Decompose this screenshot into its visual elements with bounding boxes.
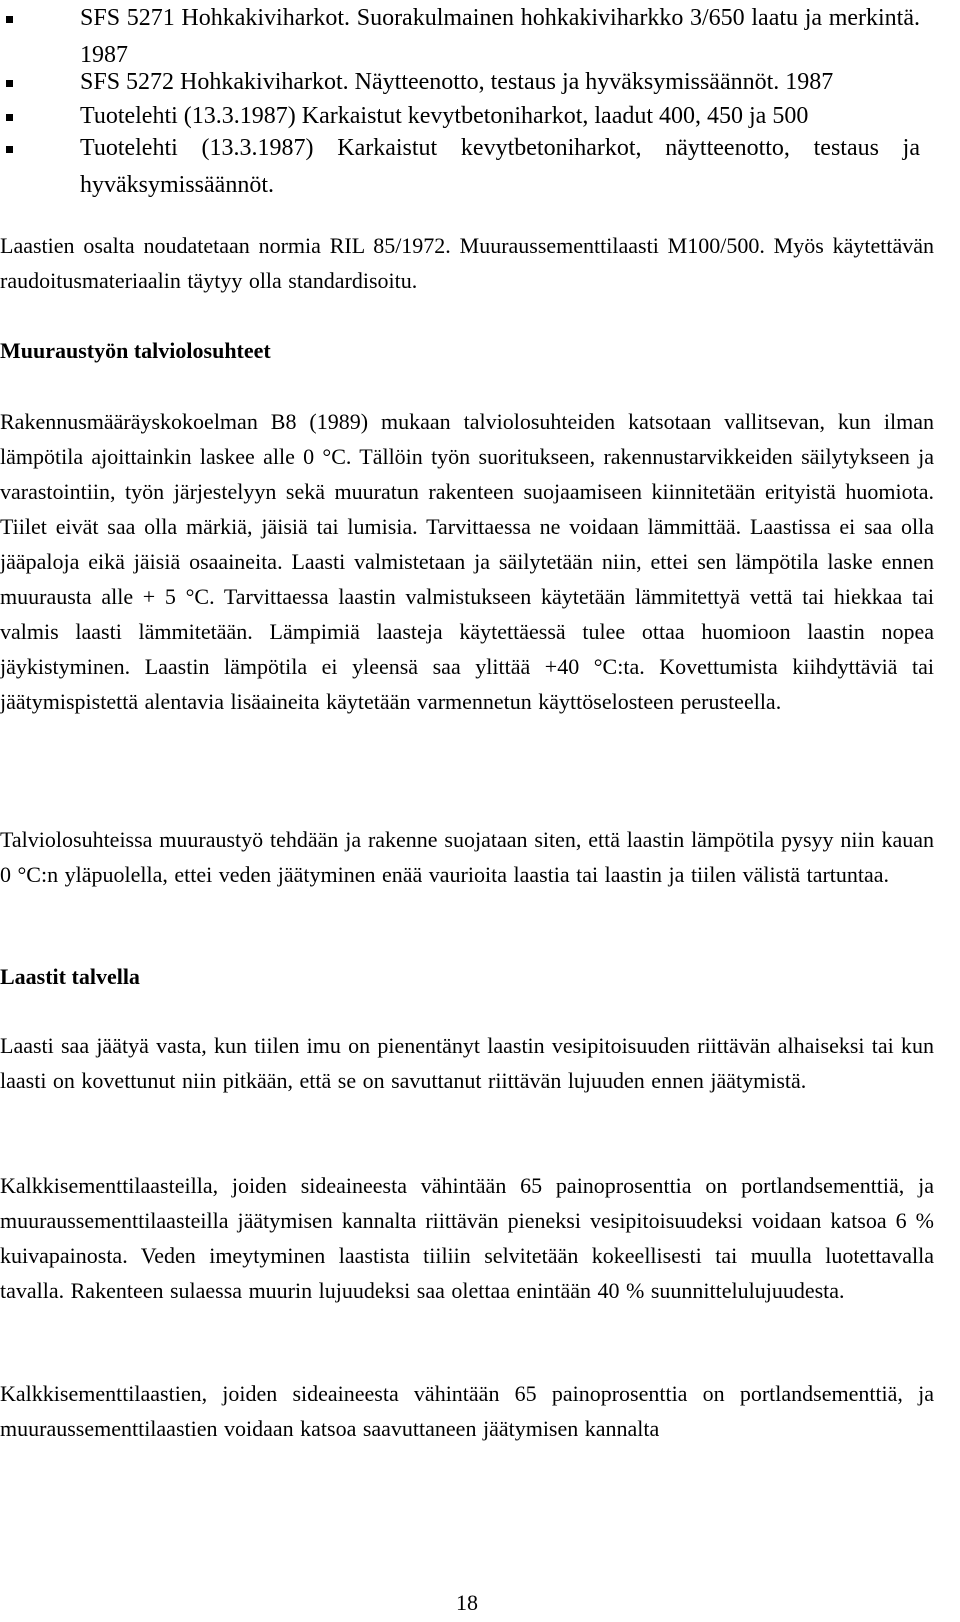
square-bullet-icon	[6, 16, 13, 23]
section-heading: Muuraustyön talviolosuhteet	[0, 338, 271, 363]
winter-conditions-paragraph: Rakennusmääräyskokoelman B8 (1989) mukaan talviolosuhteiden katsotaan vallitsevan, kun ilman lämpötila ajoittainkin laskee alle 0 °C. Tällöin työn suoritukseen, rakennustarvikkeiden säilytykseen ja varastointiin, työn järjestelyyn sekä muuratun rakenteen suojaamiseen kiinnitetään erityistä huomiota. Tiilet eivät saa olla märkiä, jäisiä tai lumisia. Tarvittaessa ne voidaan lämmittää. Laastissa ei saa olla jääpaloja eikä jäisiä osaaineita. Laasti valmistetaan ja säilytetään niin, ettei sen lämpötila laske ennen muurausta alle + 5 °C. Tarvittaessa laastin valmistukseen käytetään lämmitettyä vettä tai hiekkaa tai valmis laasti lämmitetään. Lämpimiä laasteja käytettäessä tulee ottaa huomioon laastin nopea jäykistyminen. Laastin lämpötila ei yleensä saa ylittää +40 °C:ta. Kovettumista kiihdyttäviä tai jäätymispistettä alentavia lisäaineita käytetään varmennetun käyttöselosteen perusteella.	[0, 409, 934, 714]
reference-text: SFS 5272 Hohkakiviharkot. Näytteenotto, testaus ja hyväksymissäännöt. 1987	[80, 69, 834, 95]
mortar-norm-paragraph: Laastien osalta noudatetaan normia RIL 85/1972. Muuraussementtilaasti M100/500. Myös käytettävän raudoitusmateriaalin täytyy olla standardisoitu.	[0, 233, 934, 293]
square-bullet-icon	[6, 80, 13, 87]
lime-cement-paragraph: Kalkkisementtilaasteilla, joiden sideaineesta vähintään 65 painoprosenttia on portlandsementtiä, ja muuraussementtilaasteilla jäätymisen kannalta riittävän pieneksi vesipitoisuudeksi voidaan katsoa 6 % kuivapainosta. Veden imeytyminen laastista tiiliin selvitetään kokeellisesti tai muulla luotettavalla tavalla. Rakenteen sulaessa muurin lujuudeksi saa olettaa enintään 40 % suunnittelulujuudesta.	[0, 1173, 934, 1303]
reference-text: Tuotelehti (13.3.1987) Karkaistut kevytbetoniharkot, laadut 400, 450 ja 500	[80, 103, 809, 129]
mortar-freezing-paragraph: Laasti saa jäätyä vasta, kun tiilen imu on pienentänyt laastin vesipitoisuuden riittävän alhaiseksi tai kun laasti on kovettunut niin pitkään, että se on savuttanut riittävän lujuuden ennen jäätymistä.	[0, 1033, 934, 1093]
square-bullet-icon	[6, 114, 13, 121]
page-number: 18	[456, 1590, 478, 1615]
section-heading: Laastit talvella	[0, 964, 140, 989]
lime-cement-continued-paragraph: Kalkkisementtilaastien, joiden sideaineesta vähintään 65 painoprosenttia on portlandsementtiä, ja muuraussementtilaastien voidaan katsoa saavuttaneen jäätymisen kannalta	[0, 1381, 934, 1441]
winter-protection-paragraph: Talviolosuhteissa muuraustyö tehdään ja rakenne suojataan siten, että laastin lämpötila pysyy niin kauan 0 °C:n yläpuolella, ettei veden jäätyminen enää vaurioita laastia tai laastin ja tiilen välistä tartuntaa.	[0, 827, 934, 887]
square-bullet-icon	[6, 146, 13, 153]
reference-text: SFS 5271 Hohkakiviharkot. Suorakulmainen hohkakiviharkko 3/650 laatu ja merkintä. 1987	[80, 5, 920, 68]
reference-text: Tuotelehti (13.3.1987) Karkaistut kevytbetoniharkot, näytteenotto, testaus ja hyväksymissäännöt.	[80, 135, 920, 198]
